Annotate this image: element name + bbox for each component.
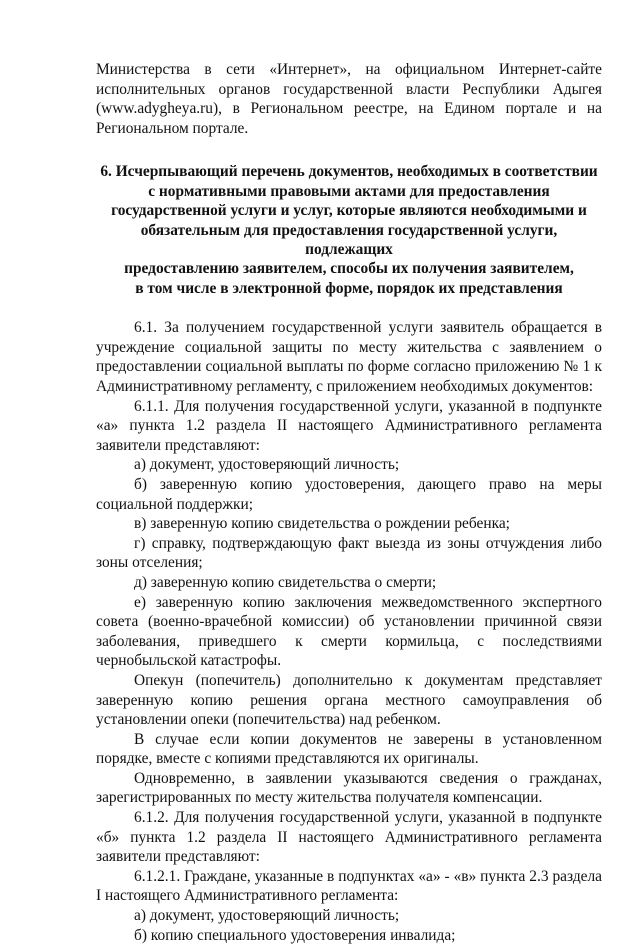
paragraph-simultaneously: Одновременно, в заявлении указываются сведения о гражданах, зарегистрированных по месту жительства получателя компенсации. [96, 769, 602, 807]
intro-line: исполнительных органов государственной власти Республики Адыгея [96, 80, 602, 98]
intro-line: Министерства в сети «Интернет», на официальном Интернет-сайте [96, 61, 602, 78]
paragraph-6-1-1: 6.1.1. Для получения государственной услуги, указанной в подпункте «а» пункта 1.2 раздела II настоящего Административного регламента заявители представляют: [96, 397, 602, 454]
heading-line: предоставлению заявителем, способы их получения заявителем, [124, 260, 574, 278]
heading-line: 6. Исчерпывающий перечень документов, необходимых в соответствии [100, 163, 598, 181]
intro-line: Региональном портале. [96, 119, 249, 137]
heading-line: обязательным для предоставления государственной услуги, подлежащих [140, 221, 558, 258]
paragraph-6-1-2: 6.1.2. Для получения государственной услуги, указанной в подпункте «б» пункта 1.2 раздела II настоящего Административного регламента заявители представляют: [96, 809, 602, 866]
paragraph-guardian: Опекун (попечитель) дополнительно к документам представляет заверенную копию решения органа местного самоуправления об установлении опеки (попечительства) над ребенком. [96, 671, 602, 729]
list-item: е) заверенную копию заключения межведомственного экспертного совета (военно-врачебной комиссии) об установлении причинной связи заболевания, приведшего к смерти кормильца, с последствиями чернобыльской катастрофы. [96, 593, 602, 670]
heading-line: государственной услуги и услуг, которые являются необходимыми и [111, 202, 587, 220]
intro-paragraph [96, 60, 602, 138]
list-item: а) документ, удостоверяющий личность; [134, 907, 400, 925]
list-item: б) заверенную копию удостоверения, дающего право на меры социальной поддержки; [96, 475, 602, 513]
heading-line: в том числе в электронной форме, порядок их представления [135, 279, 563, 297]
list-item: д) заверенную копию свидетельства о смерти; [134, 573, 437, 591]
list-item: в) заверенную копию свидетельства о рождении ребенка; [134, 515, 510, 533]
paragraph-6-1: 6.1. За получением государственной услуги заявитель обращается в учреждение социальной защиты по месту жительства с заявлением о предоставлении социальной выплаты по форме согласно приложению № 1 к Административному регламенту, с приложением необходимых документов: [96, 319, 602, 395]
document-page [96, 60, 602, 945]
list-item: б) копию специального удостоверения инвалида; [134, 926, 456, 944]
list-item: а) документ, удостоверяющий личность; [134, 456, 400, 474]
intro-line: (www.adygheya.ru), в Региональном реестре, на Едином портале и на [96, 100, 602, 118]
paragraph-copies: В случае если копии документов не заверены в установленном порядке, вместе с копиями представляются их оригиналы. [96, 730, 602, 768]
list-item: г) справку, подтверждающую факт выезда из зоны отчуждения либо зоны отселения; [96, 534, 602, 572]
paragraph-6-1-2-1: 6.1.2.1. Граждане, указанные в подпунктах «а» - «в» пункта 2.3 раздела I настоящего Административного регламента: [96, 867, 602, 905]
section-heading [96, 162, 602, 298]
heading-line: с нормативными правовыми актами для предоставления [148, 182, 550, 200]
